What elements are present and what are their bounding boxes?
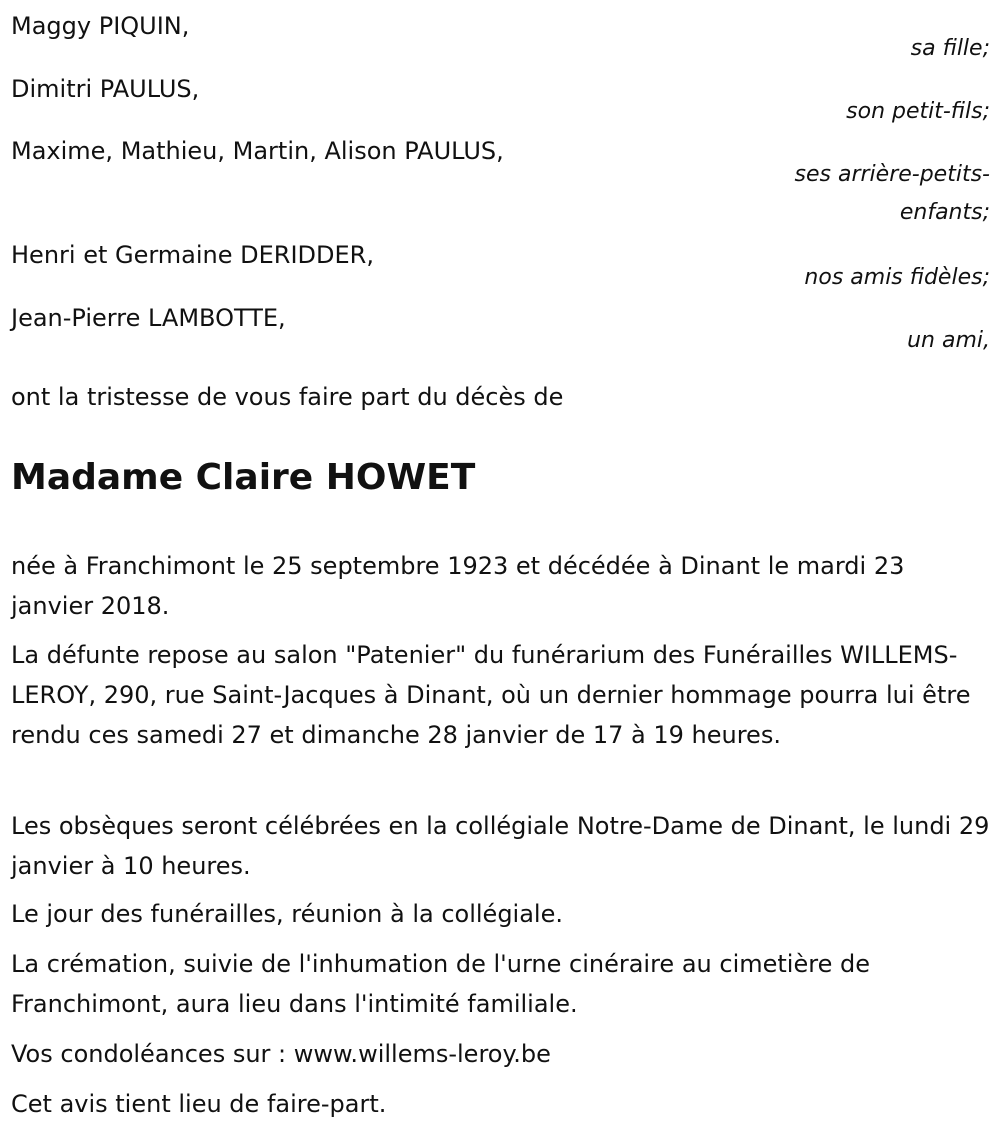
announcement-intro: ont la tristesse de vous faire part du décès de [11,383,564,411]
family-member-name-1: Maggy PIQUIN, [11,12,190,40]
family-member-name-3: Maxime, Mathieu, Martin, Alison PAULUS, [11,137,504,165]
closing-paragraph: Cet avis tient lieu de faire-part. [11,1090,387,1118]
family-member-name-2: Dimitri PAULUS, [11,75,200,103]
family-member-name-5: Jean-Pierre LAMBOTTE, [11,304,286,332]
condolences-paragraph: Vos condoléances sur : www.willems-leroy.be [11,1040,551,1068]
family-member-name-4: Henri et Germaine DERIDDER, [11,241,374,269]
gathering-paragraph: Le jour des funérailles, réunion à la collégiale. [11,900,563,928]
family-member-relation-3: ses arrière-petits-enfants; [794,162,990,225]
family-member-relation-1: sa fille; [910,36,990,61]
funeral-service-paragraph: Les obsèques seront célébrées en la collégiale Notre-Dame de Dinant, le lundi 29 janvier à 10 heures. [11,812,990,880]
family-member-relation-2: son petit-fils; [846,99,990,124]
family-member-relation-5: un ami, [907,328,990,353]
cremation-paragraph: La crémation, suivie de l'inhumation de l'urne cinéraire au cimetière de Franchimont, aura lieu dans l'intimité familiale. [11,950,870,1018]
birth-death-paragraph: née à Franchimont le 25 septembre 1923 et décédée à Dinant le mardi 23 janvier 2018. [11,552,905,620]
viewing-paragraph: La défunte repose au salon "Patenier" du funérarium des Funérailles WILLEMS-LEROY, 290, rue Saint-Jacques à Dinant, où un dernier hommage pourra lui être rendu ces samedi 27 et dimanche 28 janvier de 17 à 19 heures. [11,641,971,749]
deceased-name: Madame Claire HOWET [11,457,476,498]
family-member-relation-4: nos amis fidèles; [804,265,990,290]
